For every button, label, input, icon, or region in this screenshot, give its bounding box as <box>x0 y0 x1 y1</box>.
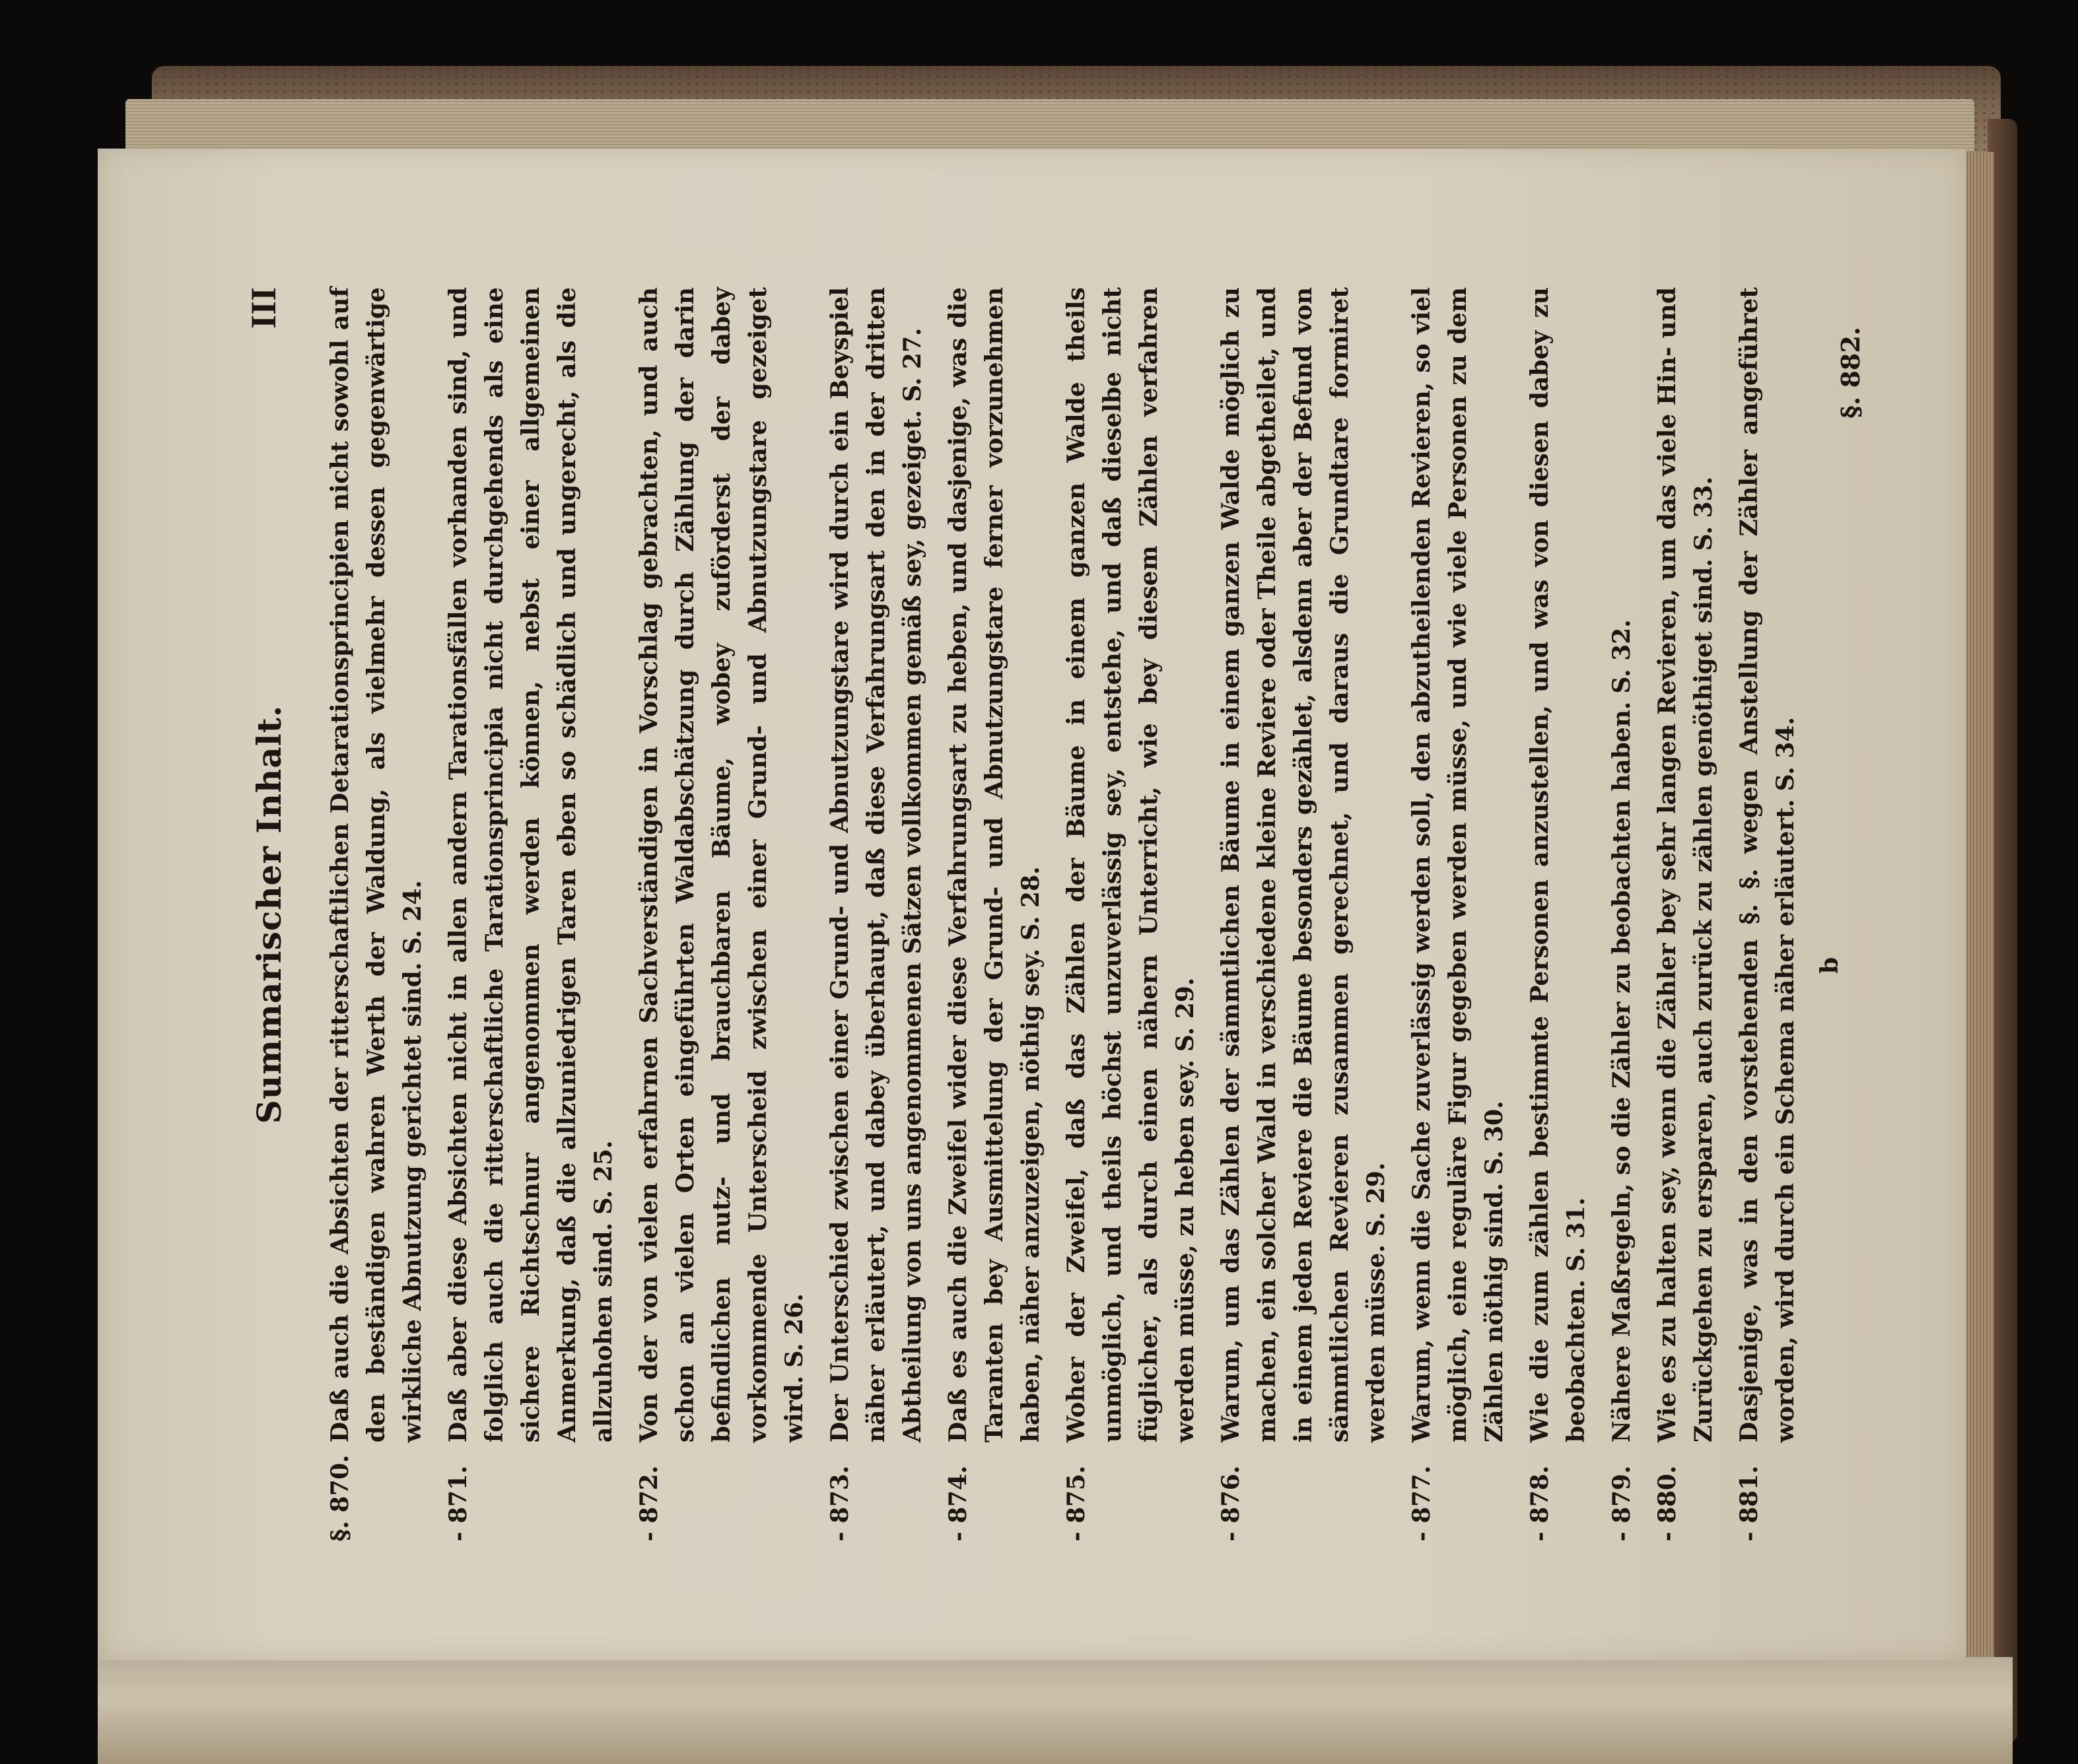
entry-summary: Daß aber diese Absichten nicht in allen andern Tarationsfällen vorhanden sind, und folglich auch die ritterschaftliche Tarationsprincipia nicht durchgehends als eine sichere Richtschnur angenommen werden können, nebst einer allgemeinen Anmerkung, daß die allzuniedrigen Taren eben so schädlich und ungerecht, als die allzuhohen sind. <box>444 287 617 1442</box>
entry-text <box>1213 287 1395 1442</box>
toc-entry-873 <box>822 287 931 1542</box>
section-marker: - 873. <box>826 1465 854 1542</box>
toc-entry-872 <box>631 287 813 1542</box>
entry-summary: Warum, wenn die Sache zuverlässig werden soll, den abzutheilenden Revieren, so viel möglich, eine reguläre Figur gegeben werden müsse, und wie viele Personen zu dem Zählen nöthig sind. <box>1408 287 1508 1442</box>
toc-entry-878 <box>1522 287 1595 1542</box>
page-reference: S. 32. <box>1608 619 1636 694</box>
toc-entry-879 <box>1604 287 1640 1542</box>
page-bottom-edge <box>98 1657 2013 1764</box>
entry-text <box>1058 287 1204 1442</box>
entry-summary: Der Unterschied zwischen einer Grund- und Abnutzungstare wird durch ein Beyspiel näher erläutert, und dabey überhaupt, daß diese Verfahrungsart den in der dritten Abtheilung von uns angenommenen Sätzen vollkommen gemäß sey, gezeiget. <box>826 287 926 1442</box>
section-marker: - 877. <box>1408 1465 1436 1542</box>
entry-text <box>322 287 431 1442</box>
toc-entry-871 <box>440 287 622 1542</box>
section-marker: - 872. <box>635 1465 663 1542</box>
toc-entry-870 <box>322 287 431 1542</box>
toc-entry-874 <box>940 287 1049 1542</box>
page-reference: S. 33. <box>1690 476 1717 551</box>
page-reference: S. 24. <box>399 880 427 955</box>
page-title: Summarischer Inhalt. <box>250 704 289 1124</box>
entry-summary: Wie es zu halten sey, wenn die Zähler bey sehr langen Revieren, um das viele Hin- und Zurückgehen zu ersparen, auch zurück zu zählen genöthiget sind. <box>1653 287 1717 1442</box>
toc-entry-875 <box>1058 287 1204 1542</box>
entry-text <box>1404 287 1513 1442</box>
page-reference: S. 30. <box>1480 1101 1508 1175</box>
page-reference: S. 29. <box>1362 1162 1390 1237</box>
page-footer <box>1816 287 1908 1542</box>
section-marker: - 881. <box>1735 1465 1763 1542</box>
catchword: §. 882. <box>1836 327 1865 419</box>
entry-summary: Von der von vielen erfahrnen Sachverständigen in Vorschlag gebrachten, und auch schon an vielen Orten eingeführten Waldabschätzung durch Zählung der darin befindlichen nutz- und brauchbaren Bäume, wobey zuförderst der dabey vorkommende Unterscheid zwischen einer Grund- und Abnutzungstare gezeiget wird. <box>635 287 808 1442</box>
page-stack-top-edge <box>125 99 1974 152</box>
section-marker: - 880. <box>1653 1465 1681 1542</box>
page-reference: S. 29. <box>1171 977 1199 1052</box>
page-reference: S. 28. <box>1017 866 1045 941</box>
entry-text <box>940 287 1049 1442</box>
entry-text <box>1649 287 1722 1442</box>
entry-summary: Woher der Zweifel, daß das Zählen der Bäume in einem ganzen Walde theils unmöglich, und theils höchst unzuverlässig sey, entstehe, und daß dieselbe nicht füglicher, als durch einen nähern Unterricht, wie bey diesem Zählen verfahren werden müsse, zu heben sey. <box>1062 287 1199 1442</box>
entry-summary: Daß auch die Absichten der ritterschaftlichen Detarationsprincipien nicht sowohl auf den beständigen wahren Werth der Waldung, als vielmehr dessen gegenwärtige wirkliche Abnutzung gerichtet sind. <box>326 287 427 1442</box>
entry-text <box>631 287 813 1442</box>
toc-entry-880 <box>1649 287 1722 1542</box>
toc-entry-881 <box>1731 287 1804 1542</box>
entry-text <box>1522 287 1595 1442</box>
toc-entry-877 <box>1404 287 1513 1542</box>
page-number: III <box>244 287 283 329</box>
entry-text <box>440 287 622 1442</box>
section-marker: - 879. <box>1608 1465 1636 1542</box>
page-reference: S. 34. <box>1772 716 1799 792</box>
section-marker: - 876. <box>1217 1465 1245 1542</box>
entry-summary: Daß es auch die Zweifel wider diese Verfahrungsart zu heben, und dasjenige, was die Taranten bey Ausmittelung der Grund- und Abnutzungstare ferner vorzunehmen haben, näher anzuzeigen, nöthig sey. <box>944 287 1045 1442</box>
page-reference: S. 26. <box>780 1293 808 1368</box>
section-marker: §. 870. <box>326 1454 354 1542</box>
page-reference: S. 31. <box>1562 1197 1590 1272</box>
page-header <box>244 287 322 1542</box>
entry-text <box>1604 287 1640 1442</box>
entry-summary: Nähere Maßregeln, so die Zähler zu beobachten haben. <box>1608 701 1636 1442</box>
section-marker: - 874. <box>944 1465 972 1542</box>
entry-summary: Wie die zum zählen bestimmte Personen anzustellen, und was von diesen dabey zu beobachten. <box>1526 287 1590 1442</box>
page-content-rotated <box>98 149 1966 1660</box>
section-marker: - 871. <box>444 1465 472 1542</box>
page-reference: S. 25. <box>590 1140 617 1215</box>
signature-mark: b <box>1816 957 1844 974</box>
section-marker: - 878. <box>1526 1465 1554 1542</box>
section-marker: - 875. <box>1062 1465 1090 1542</box>
page-reference: S. 27. <box>899 327 926 402</box>
text-block <box>244 287 1908 1542</box>
entry-summary: Dasjenige, was in den vorstehenden §. §. wegen Anstellung der Zähler angeführet worden, wird durch ein Schema näher erläutert. <box>1735 287 1799 1442</box>
entry-text <box>822 287 931 1442</box>
entry-summary: Warum, um das Zählen der sämmtlichen Bäume in einem ganzen Walde möglich zu machen, ein solcher Wald in verschiedene kleine Reviere oder Theile abgetheilet, und in einem jeden Reviere die Bäume besonders gezählet, alsdenn aber der Befund von sämmtlichen Revieren zusammen gerechnet, und daraus die Grundtare formiret werden müsse. <box>1217 287 1390 1442</box>
entry-text <box>1731 287 1804 1442</box>
toc-entry-876 <box>1213 287 1395 1542</box>
